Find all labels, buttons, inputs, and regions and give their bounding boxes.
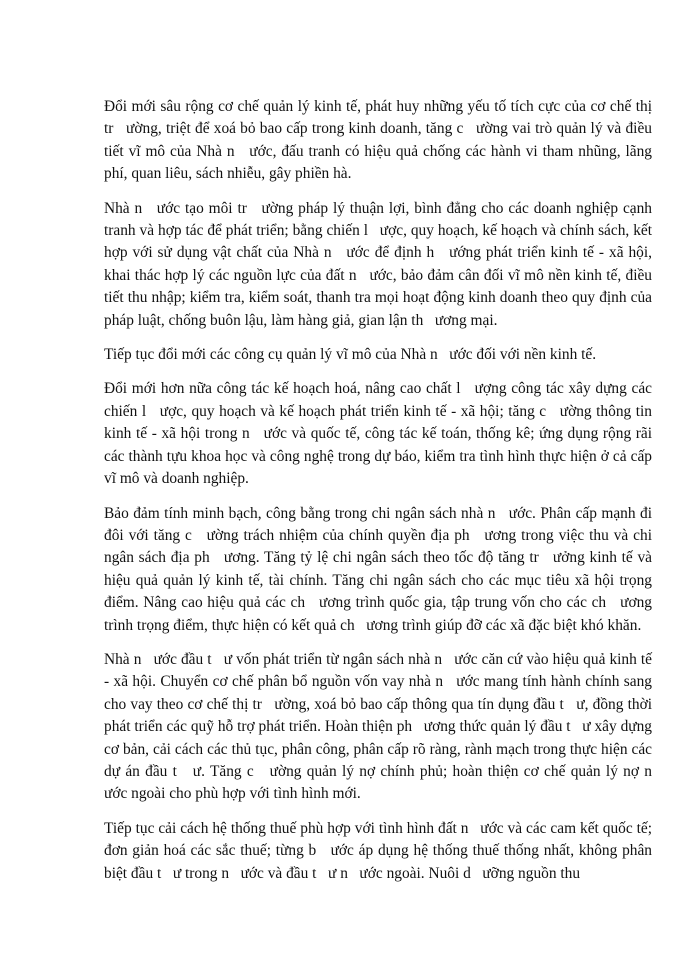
paragraph-1: Đổi mới sâu rộng cơ chế quản lý kinh tế, phát huy những yếu tố tích cực của cơ chế thị tr ường, triệt để xoá bỏ bao cấp trong kinh doanh, tăng c ường vai trò quản lý và điều tiết vĩ mô của Nhà n ước, đấu tranh có hiệu quả chống các hành vi tham nhũng, lãng phí, quan liêu, sách nhiễu, gây phiền hà.	[104, 98, 656, 183]
paragraph-4: Đổi mới hơn nữa công tác kế hoạch hoá, nâng cao chất l ượng công tác xây dựng các chiến l ược, quy hoạch và kế hoạch phát triển kinh tế - xã hội; tăng c ường thông tin kinh tế - xã hội trong n ước và quốc tế, công tác kế toán, thống kê; ứng dụng rộng rãi các thành tựu khoa học và công nghệ trong dự báo, kiểm tra tình hình thực hiện ở cả cấp vĩ mô và doanh nghiệp.	[104, 380, 656, 488]
paragraph-2: Nhà n ước tạo môi tr ường pháp lý thuận lợi, bình đẳng cho các doanh nghiệp cạnh tranh và hợp tác để phát triển; bằng chiến l ược, quy hoạch, kế hoạch và chính sách, kết hợp với sử dụng vật chất của Nhà n ước để định h ướng phát triển kinh tế - xã hội, khai thác hợp lý các nguồn lực của đất n ước, bảo đảm cân đối vĩ mô nền kinh tế, điều tiết thu nhập; kiểm tra, kiểm soát, thanh tra mọi hoạt động kinh doanh theo quy định của pháp luật, chống buôn lậu, làm hàng giả, gian lận th ương mại.	[104, 199, 656, 329]
paragraph-6: Nhà n ước đầu t ư vốn phát triển từ ngân sách nhà n ước căn cứ vào hiệu quả kinh tế - xã hội. Chuyển cơ chế phân bổ nguồn vốn vay nhà n ước mang tính hành chính sang cho vay theo cơ chế thị tr ường, xoá bỏ bao cấp thông qua tín dụng đầu t ư, đồng thời phát triển các quỹ hỗ trợ phát triển. Hoàn thiện ph ương thức quản lý đầu t ư xây dựng cơ bản, cải cách các thủ tục, phân công, phân cấp rõ ràng, rành mạch trong thực hiện các dự án đầu t ư. Tăng c ường quản lý nợ chính phủ; hoàn thiện cơ chế quản lý nợ n ước ngoài cho phù hợp với tình hình mới.	[104, 650, 664, 803]
paragraph-7: Tiếp tục cải cách hệ thống thuế phù hợp với tình hình đất n ước và các cam kết quốc tế; đơn giản hoá các sắc thuế; từng b ước áp dụng hệ thống thuế thống nhất, không phân biệt đầu t ư trong n ước và đầu t ư n ước ngoài. Nuôi d ưỡng nguồn thu	[104, 819, 656, 882]
document-body	[104, 96, 664, 897]
paragraph-5: Bảo đảm tính minh bạch, công bằng trong chi ngân sách nhà n ước. Phân cấp mạnh đi đôi với tăng c ường trách nhiệm của chính quyền địa ph ương trong việc thu và chi ngân sách địa ph ương. Tăng tỷ lệ chi ngân sách theo tốc độ tăng tr ưởng kinh tế và hiệu quả quản lý kinh tế, tài chính. Tăng chi ngân sách cho các mục tiêu xã hội trọng điểm. Nâng cao hiệu quả các ch ương trình quốc gia, tập trung vốn cho các ch ương trình trọng điểm, thực hiện có kết quả ch ương trình giúp đỡ các xã đặc biệt khó khăn.	[104, 504, 656, 634]
paragraph-3: Tiếp tục đổi mới các công cụ quản lý vĩ mô của Nhà n ước đối với nền kinh tế.	[104, 346, 597, 364]
